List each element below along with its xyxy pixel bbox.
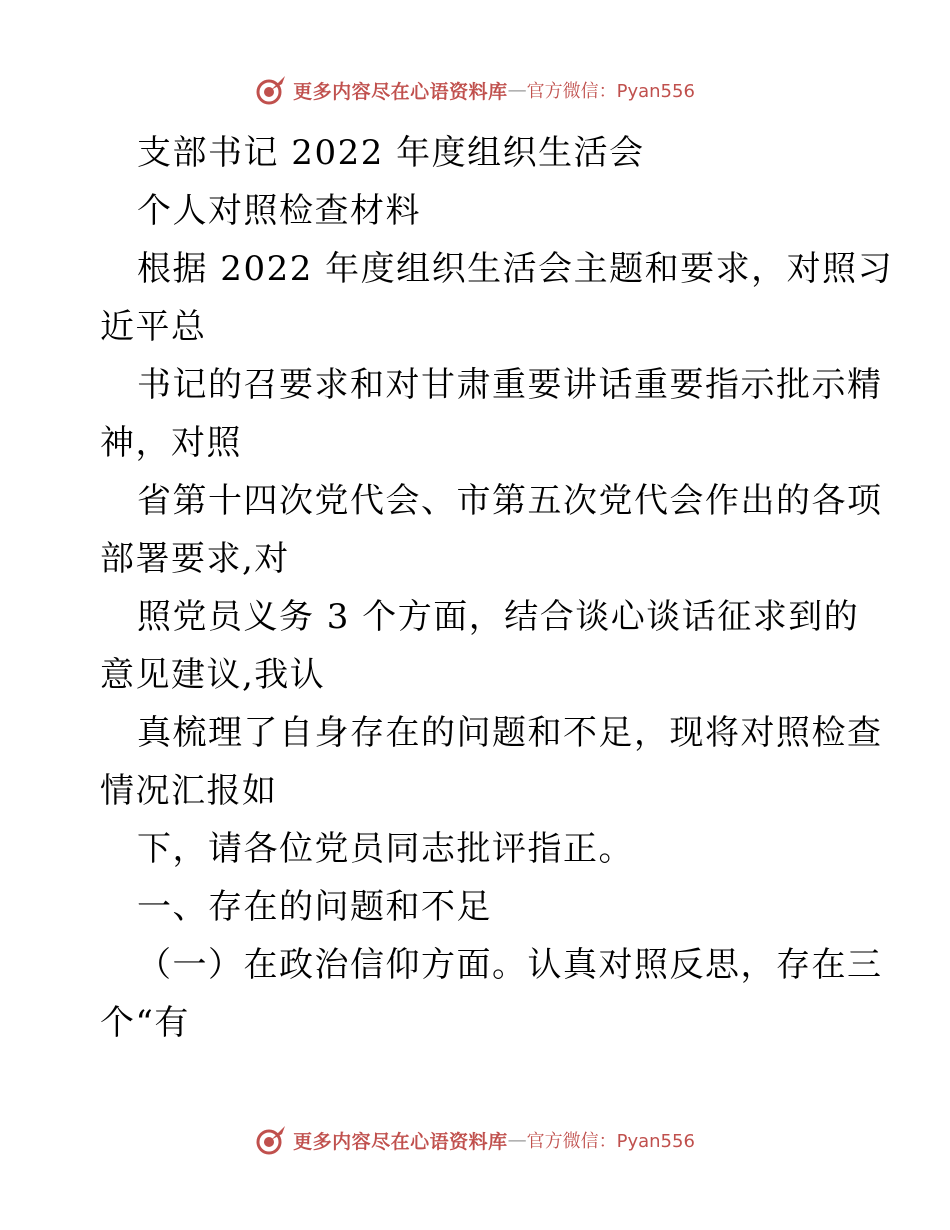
document-line: 个人对照检查材料: [137, 191, 421, 231]
document-line: 支部书记 2022 年度组织生活会: [137, 133, 645, 173]
watermark-footer: [0, 1120, 950, 1160]
document-line: 省第十四次党代会、市第五次党代会作出的各项: [137, 481, 883, 521]
document-body: [100, 124, 894, 1052]
watermark-text: 更多内容尽在心语资料库: [293, 80, 508, 103]
quill-logo-icon: [255, 74, 287, 106]
document-line: 个“有: [100, 1003, 190, 1043]
watermark-header: [0, 70, 950, 110]
watermark-separator: —: [507, 79, 527, 101]
document-line: 意见建议,我认: [100, 655, 326, 695]
document-line: 下，请各位党员同志批评指正。: [137, 829, 634, 869]
quill-logo-icon: [255, 1124, 287, 1156]
document-line: 近平总: [100, 307, 207, 347]
document-line: 真梳理了自身存在的问题和不足，现将对照检查: [137, 713, 883, 753]
watermark-wechat: 官方微信：Pyan556: [526, 81, 695, 102]
document-line: 一、存在的问题和不足: [137, 887, 492, 927]
document-line: 书记的召要求和对甘肃重要讲话重要指示批示精: [137, 365, 883, 405]
watermark-separator: —: [507, 1129, 527, 1151]
document-line: 神，对照: [100, 423, 242, 463]
watermark-wechat: 官方微信：Pyan556: [526, 1131, 695, 1152]
watermark-text: 更多内容尽在心语资料库: [293, 1130, 508, 1153]
document-line: （一）在政治信仰方面。认真对照反思，存在三: [137, 945, 883, 985]
document-line: 情况汇报如: [100, 771, 278, 811]
document-line: 照党员义务 3 个方面，结合谈心谈话征求到的: [137, 597, 860, 637]
document-line: 根据 2022 年度组织生活会主题和要求，对照习: [137, 249, 894, 289]
document-line: 部署要求,对: [100, 539, 290, 579]
